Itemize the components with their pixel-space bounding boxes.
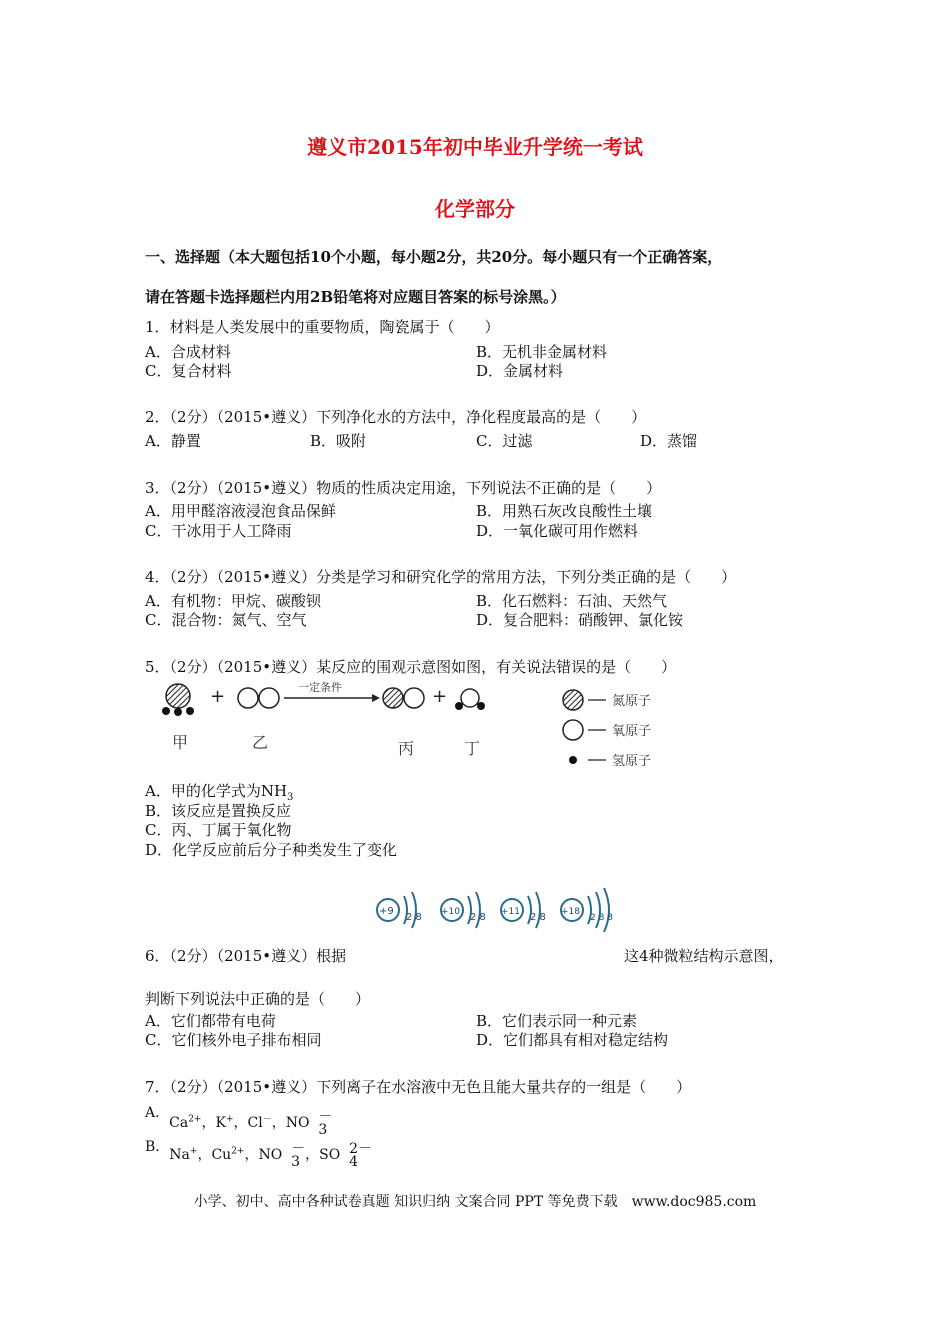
question-2-option-c: C．过滤 xyxy=(476,432,533,450)
question-7-option-a: A．$Ca^{2+}$，K+，Cl－，NO － 3 xyxy=(145,1105,333,1138)
question-5-stem: 5．（2分）（2015•遵义）某反应的围观示意图如图，有关说法错误的是（ ） xyxy=(145,658,677,676)
molecule-ding-icon xyxy=(455,689,485,710)
svg-text:氢原子: 氢原子 xyxy=(612,754,652,769)
molecule-jia-icon xyxy=(162,684,194,716)
question-4-option-a: A．有机物：甲烷、碳酸钡 xyxy=(145,592,321,610)
question-2-option-a: A．静置 xyxy=(145,432,201,450)
label-bing: 丙 xyxy=(398,739,415,758)
question-5-option-b: B．该反应是置换反应 xyxy=(145,802,292,820)
question-3-stem: 3．（2分）（2015•遵义）物质的性质决定用途，下列说法不正确的是（ ） xyxy=(145,479,662,497)
question-1-stem: 1．材料是人类发展中的重要物质，陶瓷属于（ ） xyxy=(145,318,500,336)
question-5-option-d: D．化学反应前后分子种类发生了变化 xyxy=(145,841,398,859)
question-6-option-c: C．它们核外电子排布相同 xyxy=(145,1031,322,1049)
svg-text:+18: +18 xyxy=(561,907,580,917)
svg-text:+11: +11 xyxy=(501,907,520,917)
section-instructions-line2: 请在答题卡选择题栏内用2B铅笔将对应题目答案的标号涂黑。） xyxy=(145,288,566,306)
page-title: 遵义市2015年初中毕业升学统一考试 xyxy=(307,135,643,159)
question-2-option-b: B．吸附 xyxy=(310,432,367,450)
molecule-bing-icon xyxy=(383,688,424,708)
question-2-stem: 2．（2分）（2015•遵义）下列净化水的方法中，净化程度最高的是（ ） xyxy=(145,408,647,426)
question-6-stem-post: 这4种微粒结构示意图， xyxy=(624,947,784,965)
molecule-yi-icon xyxy=(238,688,279,708)
question-6-stem-pre: 6．（2分）（2015•遵义）根据 xyxy=(145,947,347,965)
legend-oxygen xyxy=(563,720,651,740)
question-6-option-a: A．它们都带有电荷 xyxy=(145,1012,276,1030)
question-7-option-b: B．Na+，$Cu^{2+}$，NO － 3 ，SO 2－ 4 xyxy=(145,1139,373,1170)
question-1-option-a: A．合成材料 xyxy=(145,343,231,361)
structure-1-icon xyxy=(377,892,422,928)
question-5-option-c: C．丙、丁属于氧化物 xyxy=(145,821,292,839)
svg-text:2 8: 2 8 xyxy=(470,912,486,923)
reaction-condition: 一定条件 xyxy=(298,681,342,694)
question-1-option-d: D．金属材料 xyxy=(476,362,564,380)
svg-text:+10: +10 xyxy=(441,907,460,917)
svg-text:氮原子: 氮原子 xyxy=(612,694,652,709)
structure-2-icon xyxy=(441,892,486,928)
question-1-option-c: C．复合材料 xyxy=(145,362,232,380)
question-3-option-c: C．干冰用于人工降雨 xyxy=(145,522,292,540)
question-7-stem: 7．（2分）（2015•遵义）下列离子在水溶液中无色且能大量共存的一组是（ ） xyxy=(145,1078,692,1096)
structure-3-icon xyxy=(501,892,546,928)
svg-text:2 8: 2 8 xyxy=(406,912,422,923)
svg-text:+: + xyxy=(432,686,448,707)
question-2-option-d: D．蒸馏 xyxy=(640,432,698,450)
svg-text:2 8: 2 8 xyxy=(530,912,546,923)
question-1-option-b: B．无机非金属材料 xyxy=(476,343,608,361)
legend-nitrogen xyxy=(563,690,651,710)
question-3-option-b: B．用熟石灰改良酸性土壤 xyxy=(476,502,653,520)
structure-4-icon xyxy=(561,888,613,932)
atomic-structure-diagram xyxy=(370,882,630,942)
footer-text: 小学、初中、高中各种试卷真题 知识归纳 文案合同 PPT 等免费下载 www.doc985.com xyxy=(193,1194,757,1210)
question-6-option-b: B．它们表示同一种元素 xyxy=(476,1012,638,1030)
label-yi: 乙 xyxy=(252,733,269,752)
legend-hydrogen xyxy=(569,754,651,769)
question-4-stem: 4．（2分）（2015•遵义）分类是学习和研究化学的常用方法，下列分类正确的是（ ） xyxy=(145,568,737,586)
question-4-option-d: D．复合肥料：硝酸钾、氯化铵 xyxy=(476,611,684,629)
question-5-option-a: A．甲的化学式为$NH_3$ xyxy=(145,782,294,803)
question-6-stem-cont: 判断下列说法中正确的是（ ） xyxy=(145,990,371,1008)
question-3-option-a: A．用甲醛溶液浸泡食品保鲜 xyxy=(145,502,336,520)
question-3-option-d: D．一氧化碳可用作燃料 xyxy=(476,522,639,540)
section-instructions-line1: 一、选择题（本大题包括10个小题，每小题2分，共20分。每小题只有一个正确答案， xyxy=(145,248,723,266)
reaction-diagram xyxy=(150,678,700,778)
svg-text:+9: +9 xyxy=(379,906,394,917)
label-ding: 丁 xyxy=(464,739,481,758)
nitrogen-atom-icon xyxy=(563,690,583,710)
svg-text:+: + xyxy=(210,686,226,707)
question-4-option-b: B．化石燃料：石油、天然气 xyxy=(476,592,668,610)
page-subtitle: 化学部分 xyxy=(435,197,515,221)
oxygen-atom-icon xyxy=(563,720,583,740)
label-jia: 甲 xyxy=(172,733,189,752)
svg-text:氧原子: 氧原子 xyxy=(612,724,652,739)
hydrogen-atom-icon xyxy=(569,756,577,764)
question-6-option-d: D．它们都具有相对稳定结构 xyxy=(476,1031,669,1049)
svg-text:2 8 8: 2 8 8 xyxy=(590,913,613,923)
question-4-option-c: C．混合物：氮气、空气 xyxy=(145,611,307,629)
